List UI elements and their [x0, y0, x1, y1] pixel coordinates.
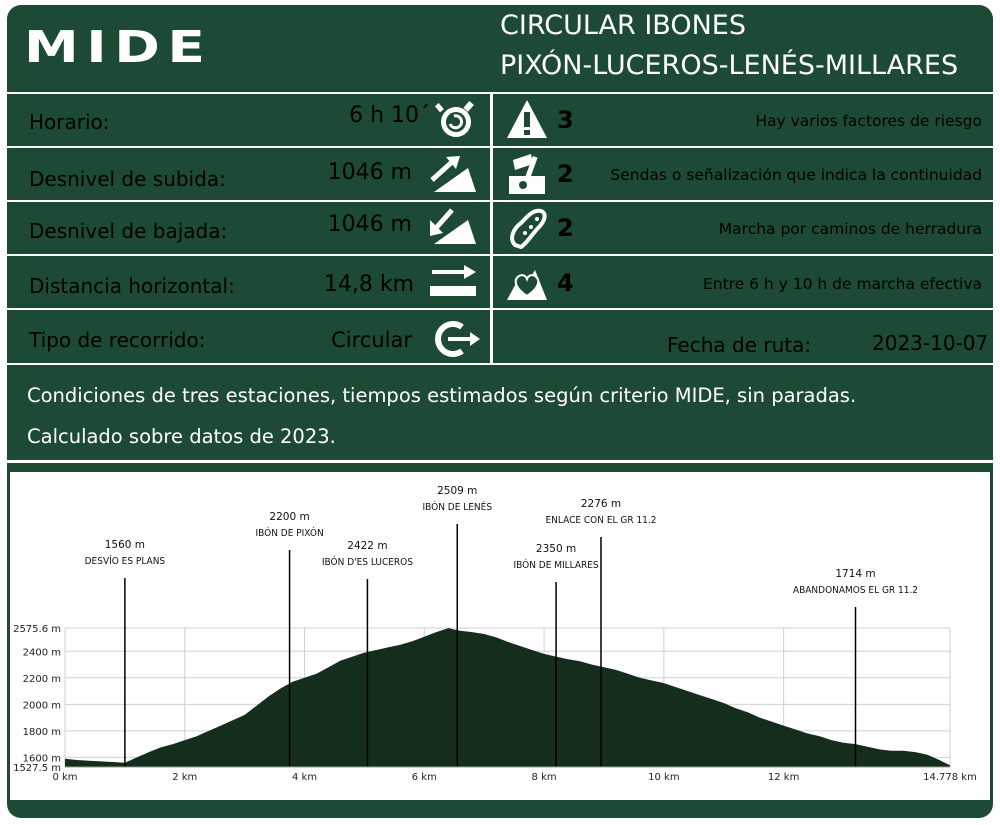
waypoint-elevation-label: 1560 m — [104, 539, 146, 551]
waypoint-elevation-label: 2422 m — [347, 540, 388, 552]
y-tick-label: 2400 m — [22, 647, 61, 659]
rating-text: Marcha por caminos de herradura — [718, 220, 982, 238]
stat-value: Circular — [331, 328, 412, 352]
rating-score: 3 — [557, 106, 574, 134]
y-tick-label: 2575.6 m — [13, 624, 61, 635]
y-tick-label: 1527.5 m — [13, 763, 61, 774]
x-tick-label: 4 km — [292, 772, 318, 783]
waypoint-name-label: ENLACE CON EL GR 11.2 — [545, 514, 657, 527]
footprint-icon — [505, 205, 549, 249]
divider — [7, 254, 993, 256]
waypoint-name-label: DESVÍO ES PLANS — [84, 555, 166, 568]
stat-value: 1046 m — [327, 212, 412, 237]
waypoint-elevation-label: 2350 m — [535, 543, 577, 555]
waypoint-name-label: IBÓN DE MILLARES — [513, 559, 599, 572]
signpost-icon — [505, 152, 549, 196]
divider — [7, 146, 993, 148]
rating-score: 2 — [557, 160, 574, 188]
rating-score: 4 — [557, 269, 574, 297]
x-tick-label: 2 km — [172, 772, 198, 783]
waypoint-name-label: IBÓN DE LENÉS — [422, 501, 493, 514]
x-tick-label: 14.778 km — [923, 772, 977, 783]
route-title-line2: PIXÓN-LUCEROS-LENÉS-MILLARES — [500, 50, 959, 81]
waypoint-name-label: ABANDONAMOS EL GR 11.2 — [792, 584, 919, 597]
x-tick-label: 0 km — [52, 772, 78, 783]
y-tick-label: 1600 m — [22, 753, 61, 765]
column-divider — [490, 92, 493, 364]
route-date-label: Fecha de ruta: — [667, 333, 812, 357]
y-tick-label: 2000 m — [22, 700, 61, 712]
descent-slope-icon — [428, 206, 480, 246]
waypoint-name-label: IBÓN DE PIXÓN — [255, 527, 324, 540]
y-tick-label: 1800 m — [22, 726, 61, 738]
waypoint-name-label: IBÓN D'ES LUCEROS — [321, 556, 413, 569]
circular-route-icon — [428, 317, 480, 361]
elevation-profile-area — [65, 628, 950, 767]
waypoint-elevation-label: 2509 m — [437, 485, 478, 497]
ascent-slope-icon — [428, 154, 480, 194]
stat-label: Desnivel de subida: — [29, 167, 226, 191]
warning-triangle-icon — [505, 98, 549, 140]
divider — [7, 200, 993, 202]
route-date-value: 2023-10-07 — [872, 331, 989, 355]
stat-label: Tipo de recorrido: — [29, 328, 206, 352]
stopwatch-icon — [435, 98, 481, 140]
rating-text: Hay varios factores de riesgo — [755, 112, 982, 130]
mide-logo: MIDE — [24, 22, 213, 73]
divider — [7, 460, 993, 463]
stat-label: Horario: — [29, 110, 110, 134]
x-tick-label: 12 km — [767, 772, 800, 783]
route-title-line1: CIRCULAR IBONES — [500, 10, 746, 41]
stat-label: Distancia horizontal: — [29, 274, 235, 298]
divider — [7, 92, 993, 94]
stat-value: 6 h 10´ — [349, 103, 430, 128]
waypoint-elevation-label: 2276 m — [580, 498, 622, 510]
x-tick-label: 8 km — [531, 772, 557, 783]
elevation-profile-chart — [10, 472, 990, 800]
y-tick-label: 2200 m — [22, 673, 61, 685]
conditions-note: Condiciones de tres estaciones, tiempos estimados según criterio MIDE, sin paradas. — [27, 384, 857, 407]
x-tick-label: 6 km — [411, 772, 437, 783]
rating-text: Sendas o señalización que indica la continuidad — [610, 166, 982, 184]
divider — [7, 363, 993, 365]
elevation-profile-panel — [10, 472, 990, 800]
calculation-note: Calculado sobre datos de 2023. — [27, 425, 336, 448]
rating-score: 2 — [557, 214, 574, 242]
stat-label: Desnivel de bajada: — [29, 219, 228, 243]
stat-value: 1046 m — [327, 160, 412, 185]
heart-effort-icon — [505, 260, 549, 304]
stat-value: 14,8 km — [323, 272, 414, 297]
x-tick-label: 10 km — [648, 772, 680, 783]
waypoint-elevation-label: 2200 m — [269, 511, 310, 523]
horizontal-distance-icon — [428, 262, 480, 302]
rating-text: Entre 6 h y 10 h de marcha efectiva — [702, 275, 982, 293]
waypoint-elevation-label: 1714 m — [835, 568, 876, 580]
divider — [7, 308, 993, 310]
